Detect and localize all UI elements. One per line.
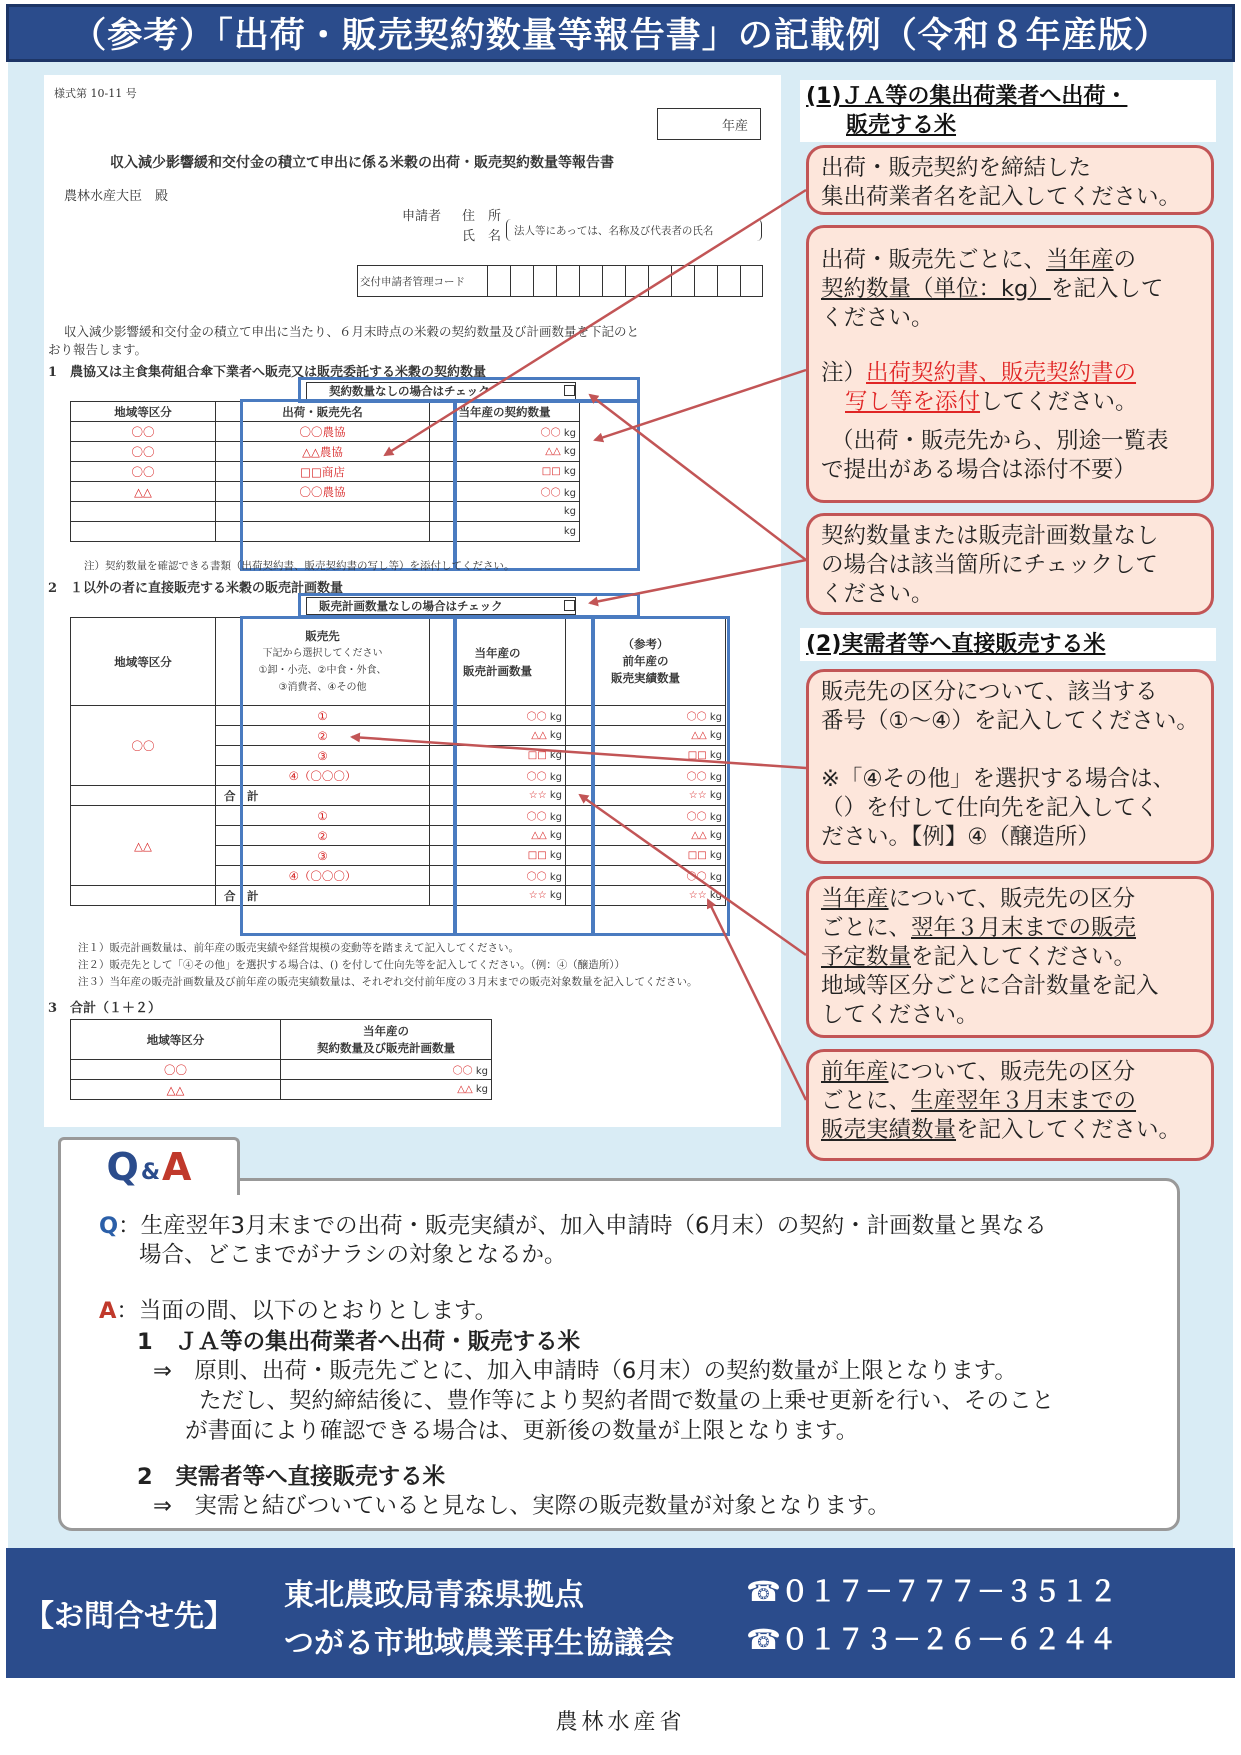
name-label: 氏 名 xyxy=(462,229,502,244)
unit: kg xyxy=(549,830,562,841)
contact-footer xyxy=(6,1548,1235,1678)
s2-cell-dest: ① xyxy=(216,706,430,726)
phone-icon: ☎ xyxy=(746,1575,781,1608)
qa-tab-a: A xyxy=(162,1145,192,1189)
callout-text: 集出荷業者名を記入してください。 xyxy=(821,184,1182,210)
unit: kg xyxy=(549,712,562,723)
s2-checkbox[interactable] xyxy=(564,600,575,611)
address-label: 住 所 xyxy=(462,209,502,224)
callout-text: 契約数量（単位：kg） xyxy=(821,276,1051,302)
table-row xyxy=(71,522,580,542)
s2-cell-dest: ④（〇〇〇） xyxy=(216,766,430,786)
callout-text: について、販売先の区分 xyxy=(888,1059,1136,1085)
s2-cell-cur: △△ xyxy=(531,730,547,741)
callout-text: 注） xyxy=(821,360,867,386)
qa-tab-amp: & xyxy=(140,1160,161,1185)
callout-collector-name xyxy=(806,145,1214,215)
s2-cell-prev: △△ xyxy=(691,830,707,841)
callout-destination-type xyxy=(806,669,1214,864)
s2-cell-cur: 〇〇 xyxy=(526,712,547,723)
callout-text: 出荷・販売契約を締結した xyxy=(821,155,1092,181)
a-item2-title: 2 実需者等へ直接販売する米 xyxy=(137,1464,446,1490)
table-row xyxy=(71,806,726,826)
s2-head-dest-note: 下記から選択してください xyxy=(262,647,383,659)
table-row xyxy=(71,482,580,502)
s2-cell-dest: ① xyxy=(216,806,430,826)
unit: kg xyxy=(549,772,562,783)
s3-head-qty-1: 当年産の xyxy=(363,1023,409,1038)
a-item2-line1: ⇒ 実需と結びついていると見なし、実際の販売数量が対象となります。 xyxy=(153,1493,891,1519)
s1-cell-qty: △△ xyxy=(545,446,561,457)
phone-icon: ☎ xyxy=(746,1623,781,1656)
callout-text: 契約数量または販売計画数量なし xyxy=(821,523,1159,549)
unit: kg xyxy=(549,890,562,901)
table-row xyxy=(71,706,726,726)
table-row-total xyxy=(71,886,726,906)
s1-note: 注）契約数量を確認できる書類（出荷契約書、販売契約書の写し等）を添付してください。 xyxy=(84,560,515,572)
s2-cell-dest: ④（〇〇〇） xyxy=(216,866,430,886)
s1-cell-qty: □□ xyxy=(541,466,561,477)
a-item1-line1: ⇒ 原則、出荷・販売先ごとに、加入申請時（6月末）の契約数量が上限となります。 xyxy=(153,1358,1017,1384)
s2-cell-prev: △△ xyxy=(691,730,707,741)
unit: kg xyxy=(475,1084,488,1095)
s1-cell-dest: 〇〇農協 xyxy=(216,422,430,442)
qa-tab-q: Q xyxy=(106,1145,139,1189)
callout-text: 番号（①～④）を記入してください。 xyxy=(821,708,1199,734)
table-row xyxy=(71,502,580,522)
unit: kg xyxy=(709,790,722,801)
unit: kg xyxy=(549,750,562,761)
table-row xyxy=(71,1080,492,1100)
s2-check-label: 販売計画数量なしの場合はチェック xyxy=(319,599,503,613)
s2-head-prev-2: 前年産の xyxy=(622,654,669,668)
unit: kg xyxy=(709,872,722,883)
section1-heading xyxy=(800,80,1216,142)
s2-cell-region: △△ xyxy=(71,806,216,886)
s1-cell-qty: 〇〇 xyxy=(540,428,561,439)
a-item1-line3: が書面により確認できる場合は、更新後の数量が上限となります。 xyxy=(185,1418,859,1444)
callout-text: 前年産 xyxy=(821,1059,889,1085)
callout-current-year xyxy=(806,876,1214,1038)
callout-text: ください。 xyxy=(821,305,934,331)
section1-heading-line2: 販売する米 xyxy=(846,113,957,138)
s1-cell-dest xyxy=(216,522,430,542)
s2-head-cur xyxy=(430,618,566,706)
s2-cell-cur: □□ xyxy=(527,750,547,761)
page-title: （参考）「出荷・販売契約数量等報告書」の記載例（令和８年産版） xyxy=(6,4,1235,62)
s3-head-region: 地域等区分 xyxy=(71,1020,281,1060)
table-row xyxy=(71,462,580,482)
s2-note-2: 注２）販売先として「④その他」を選択する場合は、() を付して仕向先等を記入してください。（例：④（醸造所）） xyxy=(78,959,626,971)
s2-cell-dest: ③ xyxy=(216,746,430,766)
callout-text: を記入してください。 xyxy=(911,944,1137,970)
section1-title: 1 農協又は主食集荷組合傘下業者へ販売又は販売委託する米穀の契約数量 xyxy=(48,365,487,380)
s2-cell-prev: 〇〇 xyxy=(686,812,707,823)
name-note: 法人等にあっては、名称及び代表者の氏名 xyxy=(514,225,714,237)
callout-text: してください。 xyxy=(821,1002,979,1028)
a-text-1: ：当面の間、以下のとおりとします。 xyxy=(116,1298,498,1324)
s3-cell-qty: △△ xyxy=(457,1084,473,1095)
callout-text: 販売先の区分について、該当する xyxy=(821,679,1158,705)
year-label: 年産 xyxy=(722,119,749,134)
s2-note-1: 注１）販売計画数量は、前年産の販売実績や経営規模の変動等を踏まえて記入してください。 xyxy=(78,942,519,954)
table-row-total xyxy=(71,786,726,806)
s1-cell-dest xyxy=(216,502,430,522)
s2-head-prev xyxy=(566,618,726,706)
callout-text: ださい。【例】④（醸造所） xyxy=(821,824,1100,850)
contact-org-1: 東北農政局青森県拠点 xyxy=(284,1578,584,1613)
s2-cell-cur: 〇〇 xyxy=(526,772,547,783)
s3-cell-region: △△ xyxy=(71,1080,281,1100)
s1-cell-region: 〇〇 xyxy=(71,462,216,482)
callout-text: 当年産 xyxy=(1046,247,1114,273)
s1-cell-qty: 〇〇 xyxy=(540,488,561,499)
contact-tel-2[interactable]: ０１７３－２６－６２４４ xyxy=(780,1623,1117,1656)
callout-text: ※「④その他」を選択する場合は、 xyxy=(821,766,1176,792)
s2-cell-total-label: 合 計 xyxy=(216,786,430,806)
callout-no-qty-check xyxy=(806,513,1214,615)
qa-panel xyxy=(58,1178,1180,1531)
unit: kg xyxy=(549,730,562,741)
section3-title: 3 合計（１＋２） xyxy=(48,1001,162,1016)
contact-tel-1[interactable]: ０１７－７７７－３５１２ xyxy=(780,1575,1117,1608)
q-text-1: ：生産翌年3月末までの出荷・販売実績が、加入申請時（6月末）の契約・計画数量と異なる xyxy=(118,1213,1047,1239)
mgmt-code-label: 交付申請者管理コード xyxy=(358,266,488,296)
unit: kg xyxy=(709,812,722,823)
s1-checkbox[interactable] xyxy=(564,385,575,396)
form-sample xyxy=(44,75,781,1127)
s2-head-dest-title: 販売先 xyxy=(305,628,340,643)
s2-table xyxy=(70,617,726,906)
s1-check-field xyxy=(306,382,576,400)
unit: kg xyxy=(709,772,722,783)
s2-cell-total-prev: ☆☆ xyxy=(688,890,707,901)
s1-table xyxy=(70,401,580,542)
table-row xyxy=(71,1060,492,1080)
s1-cell-dest: △△農協 xyxy=(216,442,430,462)
mgmt-code-box xyxy=(357,265,763,297)
callout-text: の場合は該当箇所にチェックして xyxy=(821,552,1158,578)
s3-cell-region: 〇〇 xyxy=(71,1060,281,1080)
callout-text: 予定数量 xyxy=(821,944,912,970)
callout-text: で提出がある場合は添付不要） xyxy=(821,457,1137,483)
s2-head-dest-opt1: ①卸・小売、②中食・外食、 xyxy=(258,664,387,676)
s2-cell-dest: ③ xyxy=(216,846,430,866)
callout-text: 翌年３月末までの販売 xyxy=(911,915,1137,941)
unit: kg xyxy=(709,890,722,901)
a-item1-line2: ただし、契約締結後に、豊作等により契約者間で数量の上乗せ更新を行い、そのこと xyxy=(199,1388,1055,1414)
s1-cell-unit: kg xyxy=(563,466,576,477)
s2-cell-cur: △△ xyxy=(531,830,547,841)
callout-text: 販売実績数量 xyxy=(821,1117,957,1143)
s2-cell-cur: □□ xyxy=(527,850,547,861)
s1-cell-region: △△ xyxy=(71,482,216,502)
s2-head-region: 地域等区分 xyxy=(71,618,216,706)
contact-org-2: つがる市地域農業再生協議会 xyxy=(284,1626,674,1661)
s2-cell-total-label: 合 計 xyxy=(216,886,430,906)
s2-cell-prev: □□ xyxy=(687,850,707,861)
s2-head-prev-1: （参考） xyxy=(622,637,669,651)
a-mark: A xyxy=(99,1298,117,1324)
section1-heading-line1: (1)ＪＡ等の集出荷業者へ出荷・ xyxy=(806,84,1128,109)
callout-text: 写し等を添付 xyxy=(845,389,981,415)
s2-cell-total-prev: ☆☆ xyxy=(688,790,707,801)
callout-text: の xyxy=(1113,247,1137,273)
s1-cell-region: 〇〇 xyxy=(71,422,216,442)
unit: kg xyxy=(709,850,722,861)
unit: kg xyxy=(709,830,722,841)
callout-text: （出荷・販売先から、別途一覧表 xyxy=(831,428,1169,454)
s1-cell-unit: kg xyxy=(563,446,576,457)
s1-cell-region xyxy=(71,522,216,542)
intro-line-1: 収入減少影響緩和交付金の積立て申出に当たり、６月末時点の米穀の契約数量及び計画数量を下記のと xyxy=(64,324,640,339)
s2-cell-region: 〇〇 xyxy=(71,706,216,786)
callout-text: （）を付して仕向先を記入してく xyxy=(821,795,1159,821)
addressee: 農林水産大臣 殿 xyxy=(64,189,169,204)
s2-cell-prev: 〇〇 xyxy=(686,772,707,783)
s2-cell-prev: 〇〇 xyxy=(686,712,707,723)
qa-tab xyxy=(58,1137,240,1195)
s1-cell-unit: kg xyxy=(563,428,576,439)
s2-cell-dest: ② xyxy=(216,726,430,746)
callout-text: ください。 xyxy=(821,581,934,607)
s2-cell-total-cur: ☆☆ xyxy=(528,890,547,901)
q-text-2: 場合、どこまでがナラシの対象となるか。 xyxy=(139,1242,567,1268)
contact-label: 【お問合せ先】 xyxy=(24,1599,234,1634)
table-row xyxy=(71,442,580,462)
s2-cell-prev: 〇〇 xyxy=(686,872,707,883)
s2-head-prev-3: 販売実績数量 xyxy=(611,671,680,685)
callout-text: してください。 xyxy=(980,389,1138,415)
unit: kg xyxy=(709,750,722,761)
s1-head-qty: 当年産の契約数量 xyxy=(430,402,580,422)
s2-cell-cur: 〇〇 xyxy=(526,812,547,823)
form-number: 様式第 10-11 号 xyxy=(54,87,137,100)
s2-head-dest-opt2: ③消費者、④その他 xyxy=(278,681,367,693)
s1-cell-unit: kg xyxy=(563,488,576,499)
unit: kg xyxy=(709,712,722,723)
s2-cell-total-cur: ☆☆ xyxy=(528,790,547,801)
callout-text: ごとに、 xyxy=(821,1088,912,1114)
s1-head-dest: 出荷・販売先名 xyxy=(216,402,430,422)
section2-heading: (2)実需者等へ直接販売する米 xyxy=(800,628,1216,661)
s2-cell-cur: 〇〇 xyxy=(526,872,547,883)
unit: kg xyxy=(475,1066,488,1077)
s2-head-cur-1: 当年産の xyxy=(474,645,521,660)
s2-cell-dest: ② xyxy=(216,826,430,846)
callout-text: 当年産 xyxy=(821,886,889,912)
callout-text: について、販売先の区分 xyxy=(888,886,1136,912)
unit: kg xyxy=(549,850,562,861)
unit: kg xyxy=(549,790,562,801)
ministry-name: 農林水産省 xyxy=(555,1710,686,1735)
applicant-label: 申請者 xyxy=(402,209,442,224)
q-mark: Q xyxy=(99,1213,119,1239)
s1-cell-dest: 〇〇農協 xyxy=(216,482,430,502)
callout-text: を記入して xyxy=(1050,276,1164,302)
callout-text: 出荷契約書、販売契約書の xyxy=(866,360,1137,386)
callout-text: を記入してください。 xyxy=(956,1117,1182,1143)
callout-contract-qty xyxy=(806,225,1214,503)
s2-head-dest xyxy=(216,618,430,706)
section2-title: 2 １以外の者に直接販売する米穀の販売計画数量 xyxy=(48,581,344,596)
unit: kg xyxy=(549,812,562,823)
s1-cell-region: 〇〇 xyxy=(71,442,216,462)
s3-head-qty-2: 契約数量及び販売計画数量 xyxy=(317,1040,455,1055)
s1-cell-unit: kg xyxy=(563,526,576,537)
unit: kg xyxy=(549,872,562,883)
a-item1-title: 1 ＪＡ等の集出荷業者へ出荷・販売する米 xyxy=(137,1329,581,1355)
callout-text: ごとに、 xyxy=(821,915,912,941)
s2-check-field xyxy=(306,597,576,615)
s1-cell-dest: □□商店 xyxy=(216,462,430,482)
callout-previous-year xyxy=(806,1049,1214,1161)
s1-head-region: 地域等区分 xyxy=(71,402,216,422)
s1-check-label: 契約数量なしの場合はチェック xyxy=(329,384,490,398)
s1-cell-unit: kg xyxy=(563,506,576,517)
s2-cell-prev: □□ xyxy=(687,750,707,761)
s3-table xyxy=(70,1019,492,1100)
table-row xyxy=(71,422,580,442)
s2-head-cur-2: 販売計画数量 xyxy=(463,663,532,678)
unit: kg xyxy=(709,730,722,741)
callout-text: 生産翌年３月末までの xyxy=(911,1088,1137,1114)
s2-note-3: 注３）当年産の販売計画数量及び前年産の販売実績数量は、それぞれ交付前年度の３月末までの販売対象数量を記入してください。 xyxy=(78,976,698,988)
s1-cell-region xyxy=(71,502,216,522)
s3-cell-qty: 〇〇 xyxy=(452,1066,473,1077)
callout-text: 出荷・販売先ごとに、 xyxy=(821,247,1047,273)
intro-line-2: おり報告します。 xyxy=(48,342,148,357)
form-heading: 収入減少影響緩和交付金の積立て申出に係る米穀の出荷・販売契約数量等報告書 xyxy=(110,155,614,171)
callout-text: 地域等区分ごとに合計数量を記入 xyxy=(821,973,1159,999)
s3-head-qty xyxy=(281,1020,492,1060)
